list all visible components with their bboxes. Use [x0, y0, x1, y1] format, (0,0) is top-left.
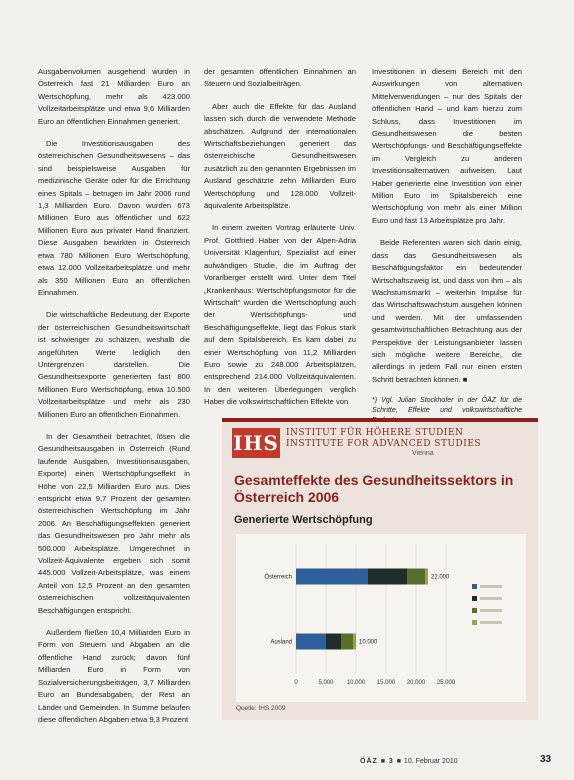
category-label: Ausland [270, 639, 292, 646]
paragraph-text: Beide Referenten waren sich darin einig, dass das Gesundheitswesen als Beschäftigungsfaktor ein bedeutender Wirtschaftszweig ist, und dass von ihm – als Wachstumsmarkt – weiterhin Impulse für das Wirtschaftswachstum ausgehen können und werden. Mit der umfassenden gesamtwirtschaftlichen Betrachtung aus der Perspektive der Leistungsanbieter lassen sich mögliche weitere Bereiche, die allerdings in jedem Fall nur einen ersten Schritt betrachten können. [372, 238, 522, 384]
bar-segment [353, 634, 356, 650]
paragraph: Die wirtschaftliche Bedeutung der Exporte der österreichischen Gesundheitswirtschaft ist schwieriger zu schätzen, weshalb die angeführten Werte lediglich den Untergrenzen darstellen. Die Gesundheitsexporte generierten fast 800 Millionen Euro Wertschöpfung, etwa 10.500 Vollzeitarbeitsplätze und mehr als 230 Millionen Euro an öffentlichen Einnahmen. [38, 310, 190, 419]
value-added-chart [236, 534, 526, 702]
legend-swatch [472, 596, 477, 601]
paragraph: Investitionen in diesem Bereich mit den Auswirkungen von alternativen Mittelverwendungen – nur des Spitals der öffentlichen Hand – und kam hierzu zum Schluss, dass Investitionen im Gesundheitswesen die besten Wertschöpfungs- und Beschäftigungseffekte im Vergleich zu anderen Investitionsalternativen aufweisen. Laut Haber generierte eine Investition von einer Million Euro im Spitalsbereich eine Wertschöpfung von mehr als einer Million Euro und fast 13 Arbeitsplätze pro Jahr. [372, 67, 522, 225]
text-column-2 [204, 66, 356, 419]
magazine-name: ÖÄZ ■ 3 ■ [360, 758, 402, 765]
bar-segment [296, 569, 368, 585]
page-footer [360, 758, 550, 765]
paragraph: Die Investitionsausgaben des österreichischen Gesundheitswesens – das sind beispielsweise Ausgaben für medizinische Geräte oder für die Errichtung eines Spitals – betrugen im Jahr 2006 rund 1,3 Milliarden Euro. Davon wurden 673 Millionen Euro aus öffentlicher und 622 Millionen Euro aus privater Hand finanziert. Diese Ausgaben bewirkten in Österreich etwa 780 Millionen Euro Wertschöpfung, etwa 12.000 Vollzeitarbeitsplätze und mehr als 350 Millionen Euro an öffentlichen Einnahmen. [38, 139, 190, 297]
legend-label-placeholder [480, 609, 502, 612]
x-tick-label: 10.000 [346, 680, 366, 686]
paragraph: Aber auch die Effekte für das Ausland lassen sich durch die verwendete Methode abschätzen. Aufgrund der internationalen Wirtschaftsbeziehungen generiert das österreichische Gesundheitswesen zusätzlich zu den genannten Ergebnissen im Ausland geschätzte zehn Milliarden Euro Wertschöpfung und 128.000 Vollzeit-äquivalente Arbeitsplätze. [204, 101, 356, 211]
category-label: Österreich [264, 574, 292, 581]
institute-name-de: INSTITUT FÜR HÖHERE STUDIEN [286, 428, 464, 438]
bar-segment [296, 634, 326, 650]
x-tick-label: 25.000 [436, 680, 456, 686]
end-mark-icon: ■ [462, 374, 468, 384]
chart-source: Quelle: IHS 2009 [236, 705, 286, 712]
text-column-1 [38, 66, 190, 736]
bar-segment [341, 634, 353, 650]
x-tick-label: 20.000 [406, 680, 426, 686]
paragraph: In einem zweiten Vortrag erläuterte Univ. Prof. Gottfried Haber von der Alpen-Adria Universität Klagenfurt, Spezialist auf einer aufwändigen Studie, die im Auftrag der Vorarlberger erstellt wird. Unter dem Titel „Krankenhaus: Wertschöpfungsmotor für die Wirtschaft“ wurden die Wertschöpfung auch der Wertschöpfungs- und Beschäftigungseffekte, liegt das Fokus stark auf dem Spitalsbereich. Es kam dabei zu einer Wertschöpfung von 11,2 Milliarden Euro sowie zu 248.000 Arbeitsplätzen, entsprechend 214.000 Vollzeitäquivalenten. In den weiteren Überlegungen verglich Haber die volkswirtschaftlichen Effekte von [204, 223, 356, 407]
issue-date: 10. Februar 2010 [403, 758, 458, 765]
bar-segment [326, 634, 341, 650]
bar-segment [407, 569, 425, 585]
legend-swatch [472, 584, 477, 589]
bar-total-label: 10.000 [359, 639, 378, 646]
institute-city: Vienna [412, 450, 434, 457]
paragraph: Außerdem fließen 10,4 Milliarden Euro in Form von Steuern und Abgaben an die öffentliche Hand zurück; davon fünf Milliarden Euro in Form von Sozialversicherungsbeiträgen, 3,7 Milliarden Euro an Bundesabgaben, der Rest an Länder und Gemeinden. In Summe belaufen diese öffentlichen Abgaben etwa 9,3 Prozent [38, 628, 190, 724]
chart-area [236, 534, 526, 702]
legend-label-placeholder [480, 597, 502, 600]
text-column-3 [372, 66, 522, 436]
legend-label-placeholder [480, 621, 502, 624]
legend-swatch [472, 608, 477, 613]
paragraph: Ausgabenvolumen ausgehend wurden in Österreich fast 21 Milliarden Euro an Wertschöpfung, mehr als 423.000 Vollzeitarbeitsplätze und etwa 9,6 Milliarden Euro an öffentlichen Einnahmen generiert. [38, 67, 190, 126]
bar-segment [368, 569, 407, 585]
institute-name-en: INSTITUTE FOR ADVANCED STUDIES [286, 439, 482, 449]
chart-subtitle: Generierte Wertschöpfung [234, 514, 373, 526]
bar-segment [425, 569, 428, 585]
legend-swatch [472, 620, 477, 625]
infobox [222, 418, 538, 720]
legend-label-placeholder [480, 585, 502, 588]
paragraph [372, 237, 522, 386]
x-tick-label: 5.000 [318, 680, 334, 686]
page-number: 33 [540, 754, 552, 765]
x-tick-label: 0 [294, 680, 298, 686]
footnote: *) Vgl. Julian Stockhofer in der ÖÄZ für die Schritte, Effekte und volkswirtschaftliche [372, 397, 522, 415]
ihs-logo: IHS [232, 428, 280, 458]
paragraph: In der Gesamtheit betrachtet, lösen die Gesundheitsausgaben in Österreich (Rund laufende Ausgaben, Investitionsausgaben, Exporte) einen Wertschöpfungseffekt in Höhe von 22,5 Milliarden Euro aus. Dies entspricht etwa 9,7 Prozent der gesamten österreichischen Wertschöpfung im Jahr 2006. An Beschäftigungseffekten generiert das Gesundheitswesen pro Jahr mehr als 500.000 Arbeitsplätze. Umgerechnet in Vollzeit-Äquivalente ergeben sich somit 445.000 Vollzeit-Arbeitsplätze, was einem Anteil von 12,5 Prozent an den gesamten österreichischen vollzeitäquivalenten Beschäftigungen entspricht. [38, 431, 190, 615]
bar-total-label: 22.000 [431, 574, 450, 581]
infobox-title: Gesamteffekte des Gesundheitssektors in Österreich 2006 [234, 472, 514, 505]
x-tick-label: 15.000 [376, 680, 396, 686]
paragraph: der gesamten öffentlichen Einnahmen an Steuern und Sozialbeiträgen. [204, 67, 356, 89]
